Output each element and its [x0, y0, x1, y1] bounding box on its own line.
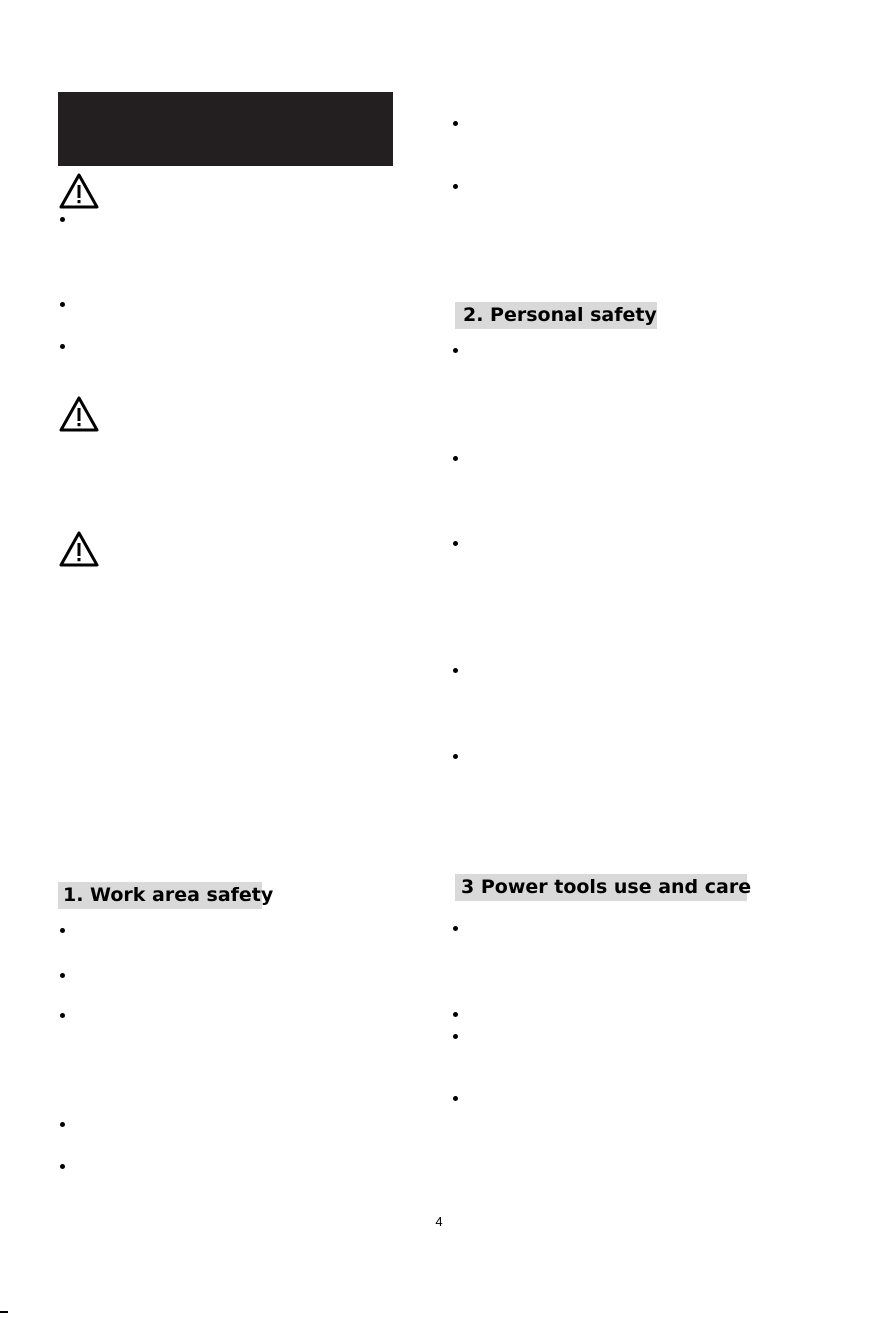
bullet-dot [60, 928, 65, 933]
section-heading-personal-safety: 2. Personal safety [455, 302, 657, 329]
page-number: 4 [435, 1214, 443, 1229]
bullet-dot [60, 217, 65, 222]
bullet-dot [60, 1013, 65, 1018]
bullet-dot [453, 1034, 458, 1039]
section-heading-work-area-safety: 1. Work area safety [58, 882, 262, 909]
bullet-dot [60, 1164, 65, 1169]
bullet-dot [60, 302, 65, 307]
bullet-dot [453, 1096, 458, 1101]
bullet-dot [453, 184, 458, 189]
bullet-dot [60, 1122, 65, 1127]
bullet-dot [453, 541, 458, 546]
bullet-dot [60, 973, 65, 978]
warning-triangle-icon [58, 530, 100, 568]
header-block [58, 92, 393, 166]
bullet-dot [453, 926, 458, 931]
bullet-dot [453, 1012, 458, 1017]
bullet-dot [453, 456, 458, 461]
bullet-dot [453, 348, 458, 353]
warning-triangle-icon [58, 172, 100, 210]
bullet-dot [453, 668, 458, 673]
bullet-dot [453, 754, 458, 759]
bullet-dot [453, 121, 458, 126]
edge-mark [0, 1311, 8, 1313]
warning-triangle-icon [58, 395, 100, 433]
bullet-dot [60, 344, 65, 349]
section-heading-power-tools-use-and-care: 3 Power tools use and care [455, 874, 747, 901]
